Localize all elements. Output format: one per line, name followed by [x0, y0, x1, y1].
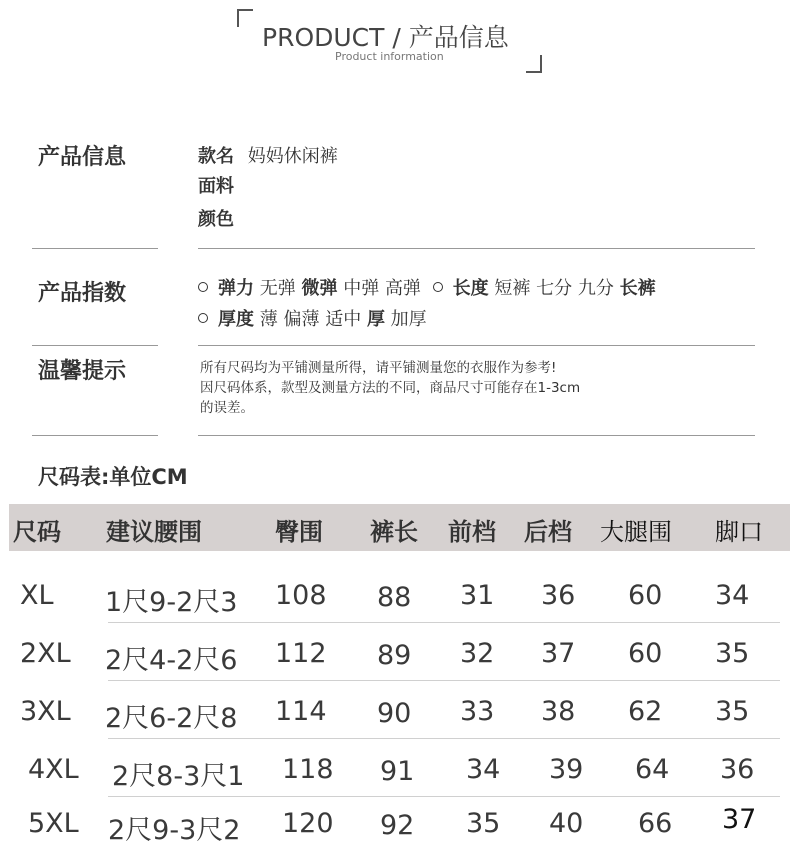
table-cell: 36	[541, 580, 576, 611]
table-cell: 2尺6-2尺8	[105, 703, 238, 734]
table-cell: 88	[377, 582, 412, 613]
table-cell: 40	[549, 808, 584, 839]
option-nine-tenths: 九分	[577, 278, 614, 299]
divider	[32, 248, 158, 249]
divider	[198, 345, 755, 346]
row-divider	[108, 680, 780, 681]
color-key: 颜色	[198, 209, 234, 230]
table-cell: 108	[275, 580, 327, 611]
table-cell: 5XL	[28, 808, 79, 839]
table-cell: 2尺9-3尺2	[108, 815, 241, 846]
style-name-key: 款名	[198, 146, 234, 167]
header-waist: 建议腰围	[106, 518, 202, 546]
divider	[198, 435, 755, 436]
option-thick: 厚	[366, 309, 385, 330]
option-moderate: 适中	[325, 309, 362, 330]
page-subtitle: Product information	[335, 50, 444, 63]
tips-line: 所有尺码均为平铺测量所得，请平铺测量您的衣服作为参考!	[200, 360, 557, 376]
divider	[198, 248, 755, 249]
table-cell: 120	[282, 808, 334, 839]
table-cell: 2尺4-2尺6	[105, 645, 238, 676]
table-cell: 34	[466, 754, 501, 785]
tips-text	[200, 358, 720, 418]
page-title: PRODUCT / 产品信息	[262, 23, 509, 52]
thickness-line	[198, 305, 427, 331]
bullet-circle-icon	[198, 282, 208, 292]
style-name-value: 妈妈休闲裤	[247, 146, 338, 167]
divider	[32, 345, 158, 346]
option-slight-stretch: 微弹	[301, 278, 338, 299]
option-thinnish: 偏薄	[283, 309, 320, 330]
table-cell: 90	[377, 698, 412, 729]
product-index-label: 产品指数	[38, 281, 127, 306]
option-shorts: 短裤	[494, 278, 531, 299]
table-cell: 60	[628, 638, 663, 669]
table-cell: 3XL	[20, 696, 71, 727]
table-cell: 32	[460, 638, 495, 669]
option-extra-thick: 加厚	[390, 309, 427, 330]
table-cell: 60	[628, 580, 663, 611]
elasticity-key: 弹力	[218, 278, 254, 299]
bullet-circle-icon	[198, 313, 208, 323]
table-cell: 89	[377, 640, 412, 671]
corner-bracket-top-left	[237, 9, 253, 27]
option-high-stretch: 高弹	[384, 278, 421, 299]
table-cell: 64	[635, 754, 670, 785]
header-hip: 臀围	[275, 518, 323, 546]
table-cell: 37	[722, 804, 757, 835]
length-key: 长度	[452, 278, 489, 299]
product-info-label: 产品信息	[38, 145, 127, 170]
tips-line: 的误差。	[200, 400, 254, 416]
header-hem: 脚口	[715, 518, 763, 546]
table-cell: 35	[715, 696, 750, 727]
elasticity-length-line	[198, 274, 656, 300]
table-cell: 62	[628, 696, 663, 727]
size-table-title: 尺码表:单位CM	[38, 465, 188, 489]
table-cell: XL	[20, 580, 54, 611]
table-cell: 2XL	[20, 638, 71, 669]
divider	[32, 435, 158, 436]
table-cell: 66	[638, 808, 673, 839]
option-no-stretch: 无弹	[259, 278, 296, 299]
table-cell: 35	[715, 638, 750, 669]
option-seven-tenths: 七分	[536, 278, 573, 299]
table-cell: 39	[549, 754, 584, 785]
header-front-rise: 前档	[448, 518, 496, 546]
table-cell: 36	[720, 754, 755, 785]
thickness-key: 厚度	[218, 309, 254, 330]
table-cell: 118	[282, 754, 334, 785]
table-cell: 114	[275, 696, 327, 727]
tips-label: 温馨提示	[38, 359, 127, 384]
bullet-circle-icon	[433, 282, 443, 292]
option-long-pants: 长裤	[619, 278, 656, 299]
header-thigh: 大腿围	[600, 518, 672, 546]
table-cell: 91	[380, 756, 415, 787]
tips-line: 因尺码体系，款型及测量方法的不同，商品尺寸可能存在1-3cm	[200, 380, 581, 396]
table-cell: 35	[466, 808, 501, 839]
header-back-rise: 后档	[524, 518, 572, 546]
option-thin: 薄	[259, 309, 278, 330]
table-cell: 112	[275, 638, 327, 669]
row-divider	[108, 622, 780, 623]
header-length: 裤长	[370, 518, 418, 546]
corner-bracket-bottom-right	[526, 55, 542, 73]
table-cell: 33	[460, 696, 495, 727]
row-divider	[108, 738, 780, 739]
table-cell: 4XL	[28, 754, 79, 785]
option-medium-stretch: 中弹	[343, 278, 380, 299]
row-divider	[108, 796, 780, 797]
header-size: 尺码	[13, 518, 61, 546]
table-cell: 2尺8-3尺1	[112, 761, 245, 792]
style-name-line	[198, 142, 338, 168]
fabric-key: 面料	[198, 176, 234, 197]
table-cell: 34	[715, 580, 750, 611]
table-cell: 31	[460, 580, 495, 611]
table-cell: 38	[541, 696, 576, 727]
table-cell: 1尺9-2尺3	[105, 587, 238, 618]
table-cell: 37	[541, 638, 576, 669]
table-cell: 92	[380, 810, 415, 841]
